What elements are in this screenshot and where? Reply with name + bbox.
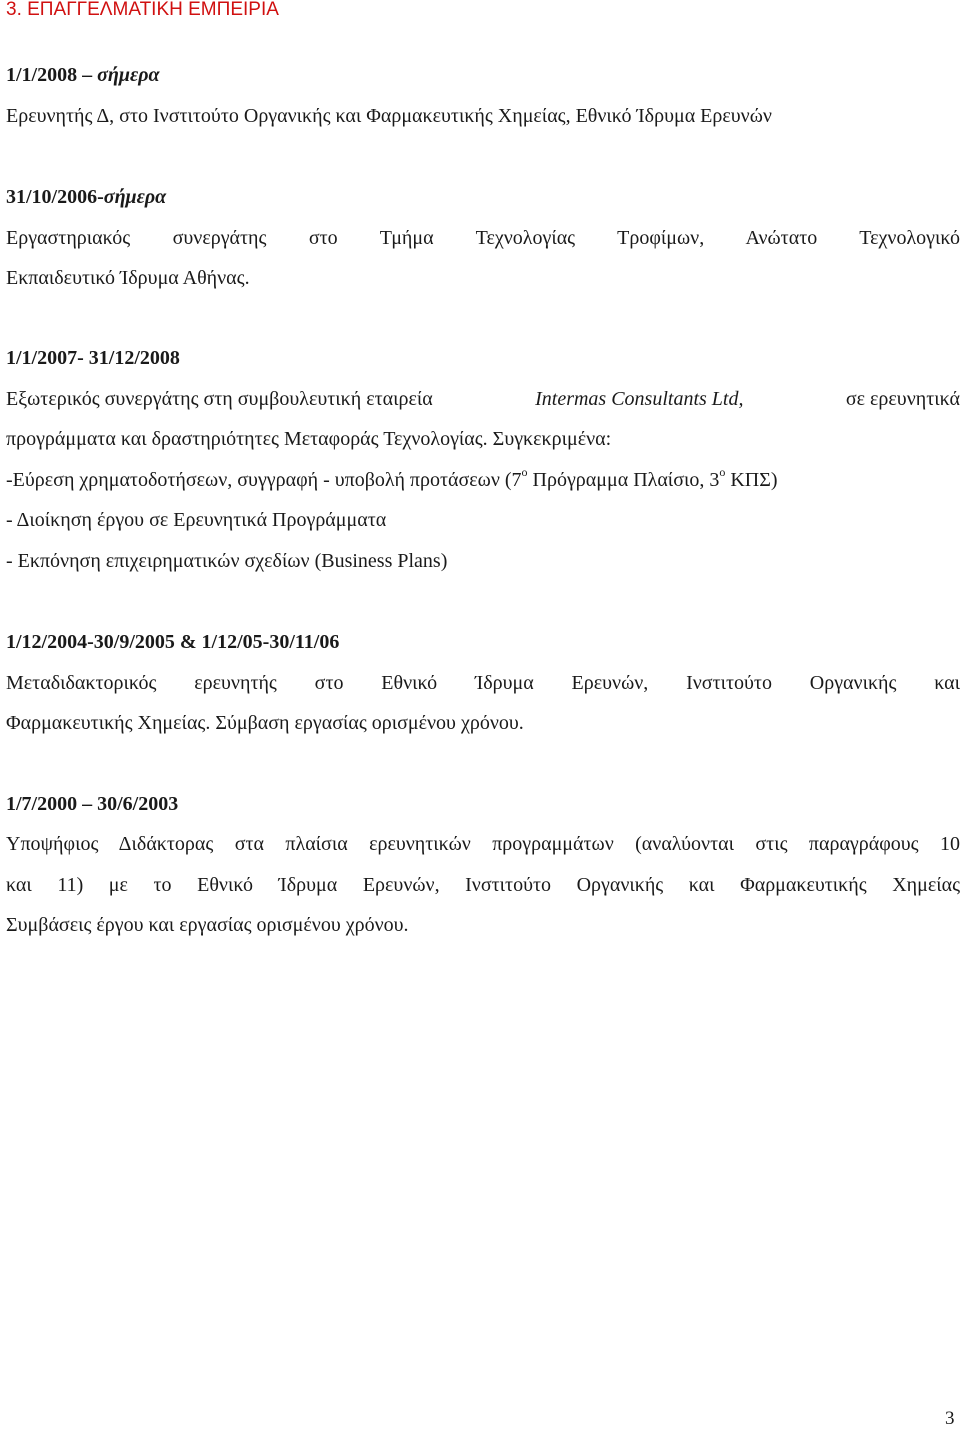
entry-3-description-line-1 <box>6 387 960 411</box>
entry-3-description-line-2: προγράμματα και δραστηριότητες Μεταφοράς Τεχνολογίας. Συγκεκριμένα: <box>6 428 612 450</box>
page-number: 3 <box>945 1408 955 1429</box>
section-title: 3. ΕΠΑΓΓΕΛΜΑΤΙΚΗ ΕΜΠΕΙΡΙΑ <box>6 0 279 20</box>
entry-2-date-present: σήμερα <box>103 186 167 208</box>
entry-3-date: 1/1/2007- 31/12/2008 <box>6 347 180 369</box>
entry-4-date: 1/12/2004-30/9/2005 & 1/12/05-30/11/06 <box>6 631 340 653</box>
entry-5-description-line-2: και 11) με το Εθνικό Ίδρυμα Ερευνών, Ινστιτούτο Οργανικής και Φαρμακευτικής Χημείας <box>6 874 960 896</box>
entry-5-date: 1/7/2000 – 30/6/2003 <box>6 793 179 815</box>
bullet-1-text: -Εύρεση χρηματοδοτήσεων, συγγραφή - υποβολή προτάσεων (7 <box>6 469 522 491</box>
entry-1-description: Ερευνητής Δ, στο Ινστιτούτο Οργανικής και Φαρμακευτικής Χημείας, Εθνικό Ίδρυμα Ερευνών <box>6 105 772 127</box>
entry-3-bullet-2: - Διοίκηση έργου σε Ερευνητικά Προγράμματα <box>6 509 387 531</box>
entry-3-bullet-1 <box>6 465 778 492</box>
company-name: Intermas Consultants Ltd, <box>535 388 744 410</box>
entry-2-date <box>6 185 166 209</box>
entry-3-bullet-3: - Εκπόνηση επιχειρηματικών σχεδίων (Business Plans) <box>6 550 448 572</box>
entry-4-description-line-1: Μεταδιδακτορικός ερευνητής στο Εθνικό Ίδρυμα Ερευνών, Ινστιτούτο Οργανικής και <box>6 672 960 694</box>
entry-2-description-line-1: Εργαστηριακός συνεργάτης στο Τμήμα Τεχνολογίας Τροφίμων, Ανώτατο Τεχνολογικό <box>6 227 960 249</box>
entry-2-description-line-2: Εκπαιδευτικό Ίδρυμα Αθήνας. <box>6 267 250 289</box>
entry-1-date-range: 1/1/2008 – <box>6 64 98 86</box>
superscript: ο <box>719 465 726 479</box>
bullet-1-text-end: ΚΠΣ) <box>725 469 778 491</box>
entry-3-text: Εξωτερικός συνεργάτης στη συμβουλευτική εταιρεία <box>6 388 433 410</box>
entry-1-date <box>6 63 160 87</box>
entry-2-date-range: 31/10/2006- <box>6 186 104 208</box>
bullet-1-text-mid: Πρόγραμμα Πλαίσιο, 3 <box>527 469 720 491</box>
entry-5-description-line-1: Υποψήφιος Διδάκτορας στα πλαίσια ερευνητικών προγραμμάτων (αναλύονται στις παραγράφους 10 <box>6 833 960 855</box>
entry-1-date-present: σήμερα <box>97 64 160 86</box>
superscript: ο <box>521 465 528 479</box>
entry-3-text-end: σε ερευνητικά <box>845 388 960 410</box>
entry-4-description-line-2: Φαρμακευτικής Χημείας. Σύμβαση εργασίας ορισμένου χρόνου. <box>6 712 524 734</box>
entry-5-description-line-3: Συμβάσεις έργου και εργασίας ορισμένου χρόνου. <box>6 914 409 936</box>
